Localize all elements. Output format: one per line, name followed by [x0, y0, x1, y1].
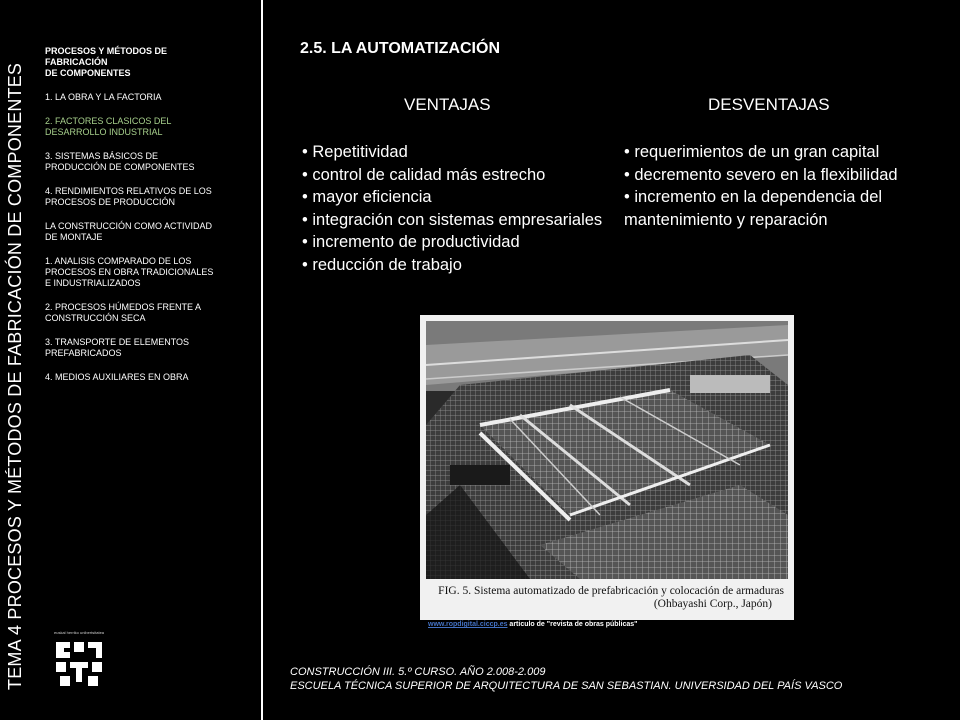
sidebar-item-construccion-montaje[interactable]: LA CONSTRUCCIÓN COMO ACTIVIDAD DE MONTAJE	[45, 221, 213, 242]
vertical-title	[2, 0, 36, 720]
factory-photo	[420, 315, 794, 620]
sidebar-item-transporte[interactable]: 3. TRANSPORTE DE ELEMENTOS PREFABRICADOS	[45, 337, 190, 358]
list-item: • incremento en la dependencia del mantenimiento y reparación	[624, 186, 924, 231]
sidebar-nav	[45, 46, 255, 396]
list-item: • decremento severo en la flexibilidad	[624, 164, 924, 187]
list-item: • requerimientos de un gran capital	[624, 141, 924, 164]
sidebar-item-obra-factoria[interactable]: 1. LA OBRA Y LA FACTORIA	[45, 92, 162, 102]
sidebar-item-sistemas-basicos[interactable]: 3. SISTEMAS BÁSICOS DE PRODUCCIÓN DE COMPONENTES	[45, 151, 195, 172]
sidebar-heading: PROCESOS Y MÉTODOS DE FABRICACIÓN DE COMPONENTES	[45, 46, 168, 78]
desventajas-heading: DESVENTAJAS	[708, 95, 830, 114]
ventajas-list	[302, 141, 612, 276]
list-item: • Repetitividad	[302, 141, 612, 164]
caption-line-2: (Ohbayashi Corp., Japón)	[653, 598, 772, 610]
university-logo-icon	[50, 628, 108, 692]
section-title: 2.5. LA AUTOMATIZACIÓN	[300, 40, 500, 57]
photo-caption	[420, 585, 794, 611]
desventajas-list	[624, 141, 924, 231]
sidebar-item-factores-clasicos[interactable]: 2. FACTORES CLASICOS DEL DESARROLLO INDUSTRIAL	[45, 116, 172, 137]
list-item: • control de calidad más estrecho	[302, 164, 612, 187]
logo-text: euskal herriko unibertsitatea	[54, 630, 105, 635]
photo-source	[428, 621, 637, 628]
vertical-title-text: TEMA 4 PROCESOS Y MÉTODOS DE FABRICACIÓN DE COMPONENTES	[5, 62, 25, 690]
ventajas-heading: VENTAJAS	[404, 95, 491, 114]
sidebar-item-procesos-humedos[interactable]: 2. PROCESOS HÚMEDOS FRENTE A CONSTRUCCIÓN SECA	[45, 302, 202, 323]
list-item: • integración con sistemas empresariales	[302, 209, 612, 232]
source-text: articulo de "revista de obras públicas"	[507, 621, 638, 628]
footer-line-1: CONSTRUCCIÓN III. 5.º CURSO. AÑO 2.008-2.009	[290, 666, 546, 678]
footer-line-2: ESCUELA TÉCNICA SUPERIOR DE ARQUITECTURA DE SAN SEBASTIAN. UNIVERSIDAD DEL PAÍS VASCO	[290, 680, 843, 692]
list-item: • incremento de productividad	[302, 231, 612, 254]
factory-photo-image	[420, 315, 794, 585]
sidebar-item-analisis-comparado[interactable]: 1. ANALISIS COMPARADO DE LOS PROCESOS EN OBRA TRADICIONALES E INDUSTRIALIZADOS	[45, 256, 214, 288]
list-item: • reducción de trabajo	[302, 254, 612, 277]
sidebar-item-medios-auxiliares[interactable]: 4. MEDIOS AUXILIARES EN OBRA	[45, 372, 189, 382]
footer	[290, 665, 842, 693]
vertical-divider	[261, 0, 263, 720]
caption-line-1: FIG. 5. Sistema automatizado de prefabricación y colocación de armaduras	[438, 585, 784, 597]
university-logo	[50, 628, 108, 692]
sidebar-item-rendimientos[interactable]: 4. RENDIMIENTOS RELATIVOS DE LOS PROCESOS DE PRODUCCIÓN	[45, 186, 212, 207]
list-item: • mayor eficiencia	[302, 186, 612, 209]
source-link[interactable]: www.ropdigital.ciccp.es	[428, 621, 508, 628]
